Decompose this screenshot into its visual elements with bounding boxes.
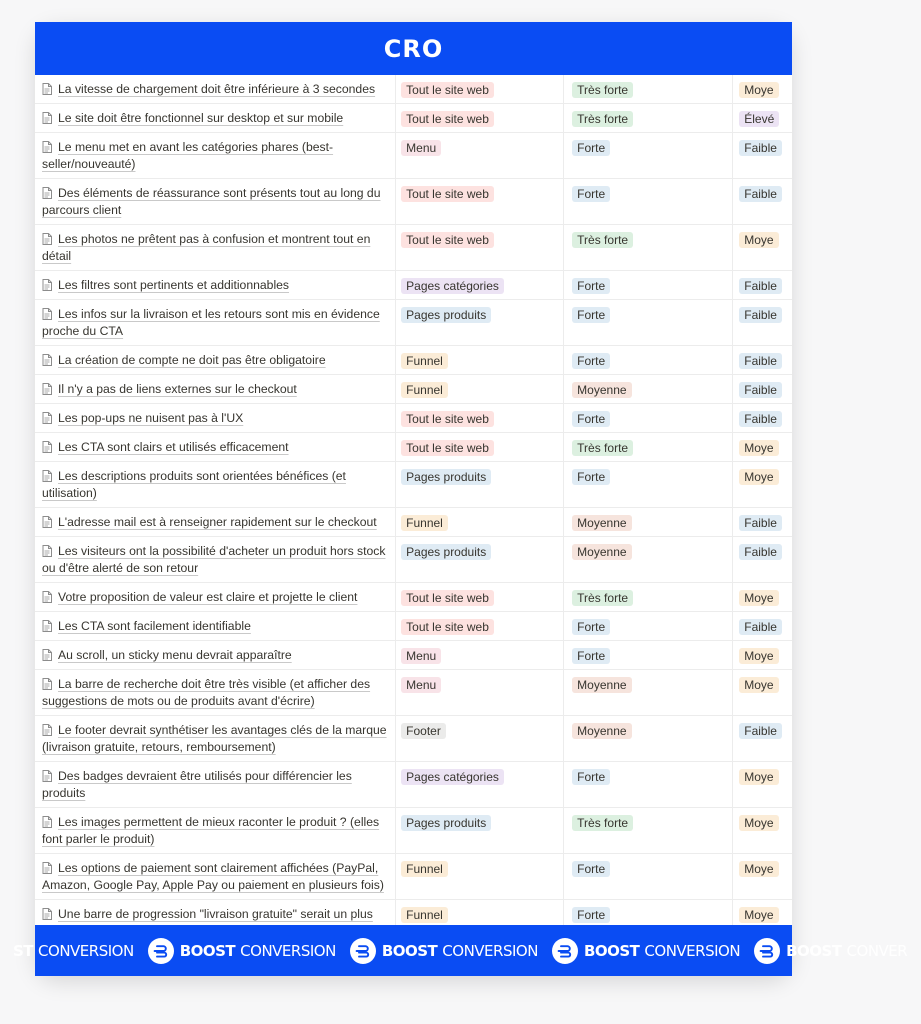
row-title	[42, 589, 390, 606]
impact-cell[interactable]	[564, 225, 733, 270]
row-title	[42, 110, 390, 127]
page-icon	[42, 678, 52, 690]
effort-cell[interactable]	[733, 225, 792, 270]
impact-cell[interactable]	[564, 104, 733, 132]
scope-cell[interactable]	[396, 808, 564, 853]
table-row[interactable]	[35, 375, 792, 404]
row-title	[42, 81, 390, 98]
impact-cell[interactable]	[564, 537, 733, 582]
effort-tag: Moye	[739, 232, 778, 248]
title-cell[interactable]	[35, 462, 396, 507]
row-title-label[interactable]: La création de compte ne doit pas être obligatoire	[58, 353, 326, 367]
row-title-label[interactable]: Les options de paiement sont clairement affichées (PayPal, Amazon, Google Pay, Apple Pay ou paiement en plusieurs fois)	[42, 861, 384, 892]
title-cell[interactable]	[35, 375, 396, 403]
boost-conversion-logo	[13, 942, 134, 960]
title-cell[interactable]	[35, 104, 396, 132]
page-icon	[42, 516, 52, 528]
table-row[interactable]	[35, 346, 792, 375]
impact-cell[interactable]	[564, 716, 733, 761]
title-cell[interactable]	[35, 508, 396, 536]
title-cell[interactable]	[35, 225, 396, 270]
scope-tag: Tout le site web	[401, 619, 494, 635]
table-row[interactable]	[35, 612, 792, 641]
scope-tag: Funnel	[401, 515, 448, 531]
impact-cell[interactable]	[564, 508, 733, 536]
row-title-label[interactable]: Les photos ne prêtent pas à confusion et montrent tout en détail	[42, 232, 371, 263]
cro-table	[35, 75, 792, 925]
title-cell[interactable]	[35, 75, 396, 103]
row-title-label[interactable]: Les infos sur la livraison et les retours sont mis en évidence proche du CTA	[42, 307, 380, 338]
effort-tag: Faible	[739, 619, 782, 635]
page-icon	[42, 908, 52, 920]
scope-cell[interactable]	[396, 670, 564, 715]
row-title-label[interactable]: Les CTA sont facilement identifiable	[58, 619, 251, 633]
brand-conversion-text: CONVERSION	[644, 941, 741, 960]
effort-tag: Faible	[739, 186, 782, 202]
table-row[interactable]	[35, 75, 792, 104]
boost-conversion-banner	[13, 925, 908, 976]
impact-tag: Forte	[572, 769, 610, 785]
row-title	[42, 277, 390, 294]
page-icon	[42, 591, 52, 603]
impact-tag: Moyenne	[572, 382, 631, 398]
impact-tag: Forte	[572, 278, 610, 294]
effort-cell[interactable]	[733, 508, 792, 536]
effort-tag: Faible	[739, 353, 782, 369]
table-row[interactable]	[35, 433, 792, 462]
brand-conversion-text: CONVERSION	[442, 941, 538, 960]
impact-tag: Forte	[572, 907, 610, 923]
row-title-label[interactable]: Il n'y a pas de liens externes sur le checkout	[58, 382, 297, 396]
scope-tag: Menu	[401, 677, 441, 693]
table-row[interactable]	[35, 225, 792, 271]
boost-logo-icon	[148, 938, 174, 964]
page-icon	[42, 112, 52, 124]
effort-cell[interactable]	[733, 375, 792, 403]
effort-cell[interactable]	[733, 133, 792, 178]
scope-tag: Funnel	[401, 907, 448, 923]
impact-cell[interactable]	[564, 583, 733, 611]
table-row[interactable]	[35, 716, 792, 762]
table-row[interactable]	[35, 404, 792, 433]
effort-cell[interactable]	[733, 583, 792, 611]
scope-cell[interactable]	[396, 346, 564, 374]
scope-tag: Tout le site web	[401, 111, 494, 127]
row-title	[42, 410, 390, 427]
scope-tag: Funnel	[401, 353, 448, 369]
impact-cell[interactable]	[564, 404, 733, 432]
row-title	[42, 439, 390, 456]
scope-cell[interactable]	[396, 462, 564, 507]
boost-conversion-logo	[552, 938, 740, 964]
impact-cell[interactable]	[564, 300, 733, 345]
table-row[interactable]	[35, 670, 792, 716]
effort-cell[interactable]	[733, 433, 792, 461]
page-icon	[42, 279, 52, 291]
row-title-label[interactable]: Les CTA sont clairs et utilisés efficacement	[58, 440, 289, 454]
row-title	[42, 231, 390, 265]
impact-cell[interactable]	[564, 612, 733, 640]
scope-tag: Pages produits	[401, 544, 491, 560]
row-title	[42, 722, 390, 756]
scope-tag: Pages produits	[401, 469, 491, 485]
impact-cell[interactable]	[564, 375, 733, 403]
brand-boost-text: BOOST	[381, 941, 438, 960]
page-icon	[42, 816, 52, 828]
title-cell[interactable]	[35, 641, 396, 669]
scope-cell[interactable]	[396, 854, 564, 899]
effort-cell[interactable]	[733, 854, 792, 899]
row-title-label[interactable]: Votre proposition de valeur est claire et projette le client	[58, 590, 358, 604]
row-title-label[interactable]: Des badges devraient être utilisés pour différencier les produits	[42, 769, 352, 800]
row-title-label[interactable]: Les filtres sont pertinents et additionnables	[58, 278, 290, 292]
row-title	[42, 860, 390, 894]
brand-boost-text: BOOST	[786, 941, 842, 960]
impact-tag: Moyenne	[572, 677, 631, 693]
effort-tag: Élevé	[739, 111, 779, 127]
page-icon	[42, 770, 52, 782]
scope-cell[interactable]	[396, 271, 564, 299]
page-icon	[42, 412, 52, 424]
title-cell[interactable]	[35, 179, 396, 224]
effort-tag: Faible	[739, 515, 782, 531]
boost-conversion-logo	[350, 938, 538, 964]
row-title-label[interactable]: Le menu met en avant les catégories phares (best-seller/nouveauté)	[42, 140, 334, 171]
effort-cell[interactable]	[733, 104, 792, 132]
effort-cell[interactable]	[733, 462, 792, 507]
row-title-label[interactable]: Les visiteurs ont la possibilité d'acheter un produit hors stock ou d'être alerté de son retour	[42, 544, 386, 575]
row-title	[42, 647, 390, 664]
effort-tag: Faible	[739, 140, 782, 156]
page-icon	[42, 233, 52, 245]
row-title-label[interactable]: Les pop-ups ne nuisent pas à l'UX	[58, 411, 244, 425]
row-title	[42, 906, 390, 923]
scope-cell[interactable]	[396, 716, 564, 761]
row-title	[42, 814, 390, 848]
cro-card	[13, 22, 908, 976]
page-icon	[42, 308, 52, 320]
title-cell[interactable]	[35, 537, 396, 582]
page-icon	[42, 470, 52, 482]
scope-tag: Pages catégories	[401, 278, 504, 294]
scope-tag: Tout le site web	[401, 440, 494, 456]
scope-tag: Menu	[401, 648, 441, 664]
impact-cell[interactable]	[564, 133, 733, 178]
title-cell[interactable]	[35, 346, 396, 374]
effort-cell[interactable]	[733, 641, 792, 669]
table-row[interactable]	[35, 133, 792, 179]
impact-cell[interactable]	[564, 75, 733, 103]
impact-cell[interactable]	[564, 433, 733, 461]
scope-cell[interactable]	[396, 225, 564, 270]
title-cell[interactable]	[35, 854, 396, 899]
row-title-label[interactable]: Le footer devrait synthétiser les avantages clés de la marque (livraison gratuite, retours, remboursement)	[42, 723, 387, 754]
effort-tag: Moye	[739, 815, 778, 831]
scope-cell[interactable]	[396, 133, 564, 178]
scope-cell[interactable]	[396, 583, 564, 611]
impact-tag: Forte	[572, 861, 610, 877]
impact-cell[interactable]	[564, 641, 733, 669]
effort-cell[interactable]	[733, 300, 792, 345]
page-icon	[42, 354, 52, 366]
row-title	[42, 352, 390, 369]
row-title-label[interactable]: Des éléments de réassurance sont présents tout au long du parcours client	[42, 186, 381, 217]
scope-cell[interactable]	[396, 404, 564, 432]
scope-tag: Tout le site web	[401, 186, 494, 202]
scope-tag: Pages produits	[401, 815, 491, 831]
boost-logo-icon	[350, 938, 376, 964]
effort-cell[interactable]	[733, 612, 792, 640]
scope-cell[interactable]	[396, 612, 564, 640]
page-icon	[42, 83, 52, 95]
page-icon	[42, 383, 52, 395]
scope-tag: Menu	[401, 140, 441, 156]
table-row[interactable]	[35, 508, 792, 537]
effort-cell[interactable]	[733, 762, 792, 807]
row-title-label[interactable]: L'adresse mail est à renseigner rapidement sur le checkout	[58, 515, 377, 529]
effort-tag: Moye	[739, 440, 778, 456]
effort-cell[interactable]	[733, 346, 792, 374]
impact-tag: Forte	[572, 411, 610, 427]
page-icon	[42, 141, 52, 153]
impact-tag: Très forte	[572, 815, 633, 831]
title-cell[interactable]	[35, 300, 396, 345]
effort-cell[interactable]	[733, 179, 792, 224]
table-row[interactable]	[35, 808, 792, 854]
impact-tag: Très forte	[572, 82, 633, 98]
table-row[interactable]	[35, 271, 792, 300]
scope-cell[interactable]	[396, 104, 564, 132]
impact-cell[interactable]	[564, 179, 733, 224]
row-title	[42, 185, 390, 219]
impact-tag: Forte	[572, 186, 610, 202]
impact-cell[interactable]	[564, 762, 733, 807]
page-icon	[42, 187, 52, 199]
boost-conversion-logo	[754, 938, 907, 964]
row-title-label[interactable]: La barre de recherche doit être très visible (et afficher des suggestions de mots ou de produits avant d'écrire)	[42, 677, 371, 708]
brand-conversion-text: CONVERSION	[240, 941, 336, 960]
effort-tag: Moye	[739, 677, 778, 693]
row-title-label[interactable]: Le site doit être fonctionnel sur desktop et sur mobile	[58, 111, 344, 125]
impact-tag: Très forte	[572, 232, 633, 248]
table-row[interactable]	[35, 854, 792, 900]
impact-tag: Moyenne	[572, 515, 631, 531]
table-row[interactable]	[35, 104, 792, 133]
row-title	[42, 768, 390, 802]
impact-cell[interactable]	[564, 271, 733, 299]
effort-tag: Moye	[739, 469, 778, 485]
impact-tag: Forte	[572, 307, 610, 323]
effort-tag: Moye	[739, 648, 778, 664]
table-row[interactable]	[35, 762, 792, 808]
title-cell[interactable]	[35, 762, 396, 807]
scope-tag: Pages catégories	[401, 769, 504, 785]
row-title-label[interactable]: Au scroll, un sticky menu devrait apparaître	[58, 648, 292, 662]
page-icon	[42, 620, 52, 632]
effort-cell[interactable]	[733, 271, 792, 299]
effort-tag: Faible	[739, 723, 782, 739]
impact-tag: Très forte	[572, 590, 633, 606]
effort-tag: Moye	[739, 769, 778, 785]
impact-tag: Moyenne	[572, 723, 631, 739]
title-cell[interactable]	[35, 583, 396, 611]
brand-boost-text: ST	[13, 941, 34, 960]
row-title	[42, 618, 390, 635]
impact-tag: Forte	[572, 353, 610, 369]
scope-tag: Funnel	[401, 382, 448, 398]
table-row[interactable]	[35, 179, 792, 225]
scope-cell[interactable]	[396, 179, 564, 224]
scope-cell[interactable]	[396, 300, 564, 345]
boost-logo-icon	[754, 938, 780, 964]
title-cell[interactable]	[35, 612, 396, 640]
title-cell[interactable]	[35, 716, 396, 761]
impact-tag: Forte	[572, 140, 610, 156]
scope-tag: Tout le site web	[401, 232, 494, 248]
row-title	[42, 306, 390, 340]
page-icon	[42, 862, 52, 874]
effort-cell[interactable]	[733, 670, 792, 715]
impact-tag: Moyenne	[572, 544, 631, 560]
effort-tag: Faible	[739, 411, 782, 427]
title-cell[interactable]	[35, 133, 396, 178]
effort-tag: Faible	[739, 307, 782, 323]
effort-cell[interactable]	[733, 808, 792, 853]
effort-tag: Faible	[739, 544, 782, 560]
scope-tag: Tout le site web	[401, 411, 494, 427]
scope-tag: Tout le site web	[401, 82, 494, 98]
effort-cell[interactable]	[733, 537, 792, 582]
table-row[interactable]	[35, 300, 792, 346]
scope-cell[interactable]	[396, 375, 564, 403]
row-title	[42, 543, 390, 577]
effort-tag: Moye	[739, 861, 778, 877]
scope-cell[interactable]	[396, 75, 564, 103]
effort-tag: Faible	[739, 382, 782, 398]
scope-cell[interactable]	[396, 537, 564, 582]
title-cell[interactable]	[35, 404, 396, 432]
impact-tag: Forte	[572, 648, 610, 664]
table-row[interactable]	[35, 641, 792, 670]
row-title-label[interactable]: La vitesse de chargement doit être inférieure à 3 secondes	[58, 82, 376, 96]
scope-tag: Pages produits	[401, 307, 491, 323]
brand-conversion-text: CONVER	[846, 941, 908, 960]
scope-tag: Funnel	[401, 861, 448, 877]
page-icon	[42, 545, 52, 557]
effort-cell[interactable]	[733, 716, 792, 761]
effort-tag: Moye	[739, 82, 778, 98]
impact-tag: Très forte	[572, 111, 633, 127]
scope-cell[interactable]	[396, 433, 564, 461]
row-title	[42, 676, 390, 710]
page-icon	[42, 649, 52, 661]
scope-tag: Footer	[401, 723, 446, 739]
scope-cell[interactable]	[396, 508, 564, 536]
scope-tag: Tout le site web	[401, 590, 494, 606]
effort-cell[interactable]	[733, 75, 792, 103]
row-title	[42, 468, 390, 502]
row-title-label[interactable]: Les descriptions produits sont orientées bénéfices (et utilisation)	[42, 469, 346, 500]
effort-tag: Faible	[739, 278, 782, 294]
impact-cell[interactable]	[564, 462, 733, 507]
table-row[interactable]	[35, 462, 792, 508]
impact-tag: Forte	[572, 469, 610, 485]
boost-conversion-logo	[148, 938, 336, 964]
effort-tag: Moye	[739, 590, 778, 606]
brand-conversion-text: CONVERSION	[38, 941, 134, 960]
scope-cell[interactable]	[396, 762, 564, 807]
brand-boost-text: BOOST	[179, 941, 236, 960]
effort-tag: Moye	[739, 907, 778, 923]
brand-boost-text: BOOST	[583, 941, 640, 960]
impact-tag: Forte	[572, 619, 610, 635]
table-row[interactable]	[35, 583, 792, 612]
impact-cell[interactable]	[564, 670, 733, 715]
title-cell[interactable]	[35, 433, 396, 461]
title-cell[interactable]	[35, 808, 396, 853]
effort-cell[interactable]	[733, 404, 792, 432]
impact-cell[interactable]	[564, 808, 733, 853]
impact-tag: Très forte	[572, 440, 633, 456]
row-title	[42, 514, 390, 531]
row-title-label[interactable]: Les images permettent de mieux raconter le produit ? (elles font parler le produit)	[42, 815, 380, 846]
boost-logo-icon	[552, 938, 578, 964]
row-title-label[interactable]: Une barre de progression "livraison gratuite" serait un plus	[58, 907, 373, 921]
table-row[interactable]	[35, 537, 792, 583]
page-icon	[42, 724, 52, 736]
page-icon	[42, 441, 52, 453]
impact-cell[interactable]	[564, 854, 733, 899]
row-title	[42, 381, 390, 398]
page-title: CRO	[35, 22, 792, 75]
title-cell[interactable]	[35, 670, 396, 715]
title-cell[interactable]	[35, 271, 396, 299]
row-title	[42, 139, 390, 173]
impact-cell[interactable]	[564, 346, 733, 374]
banner-track	[13, 925, 921, 976]
scope-cell[interactable]	[396, 641, 564, 669]
